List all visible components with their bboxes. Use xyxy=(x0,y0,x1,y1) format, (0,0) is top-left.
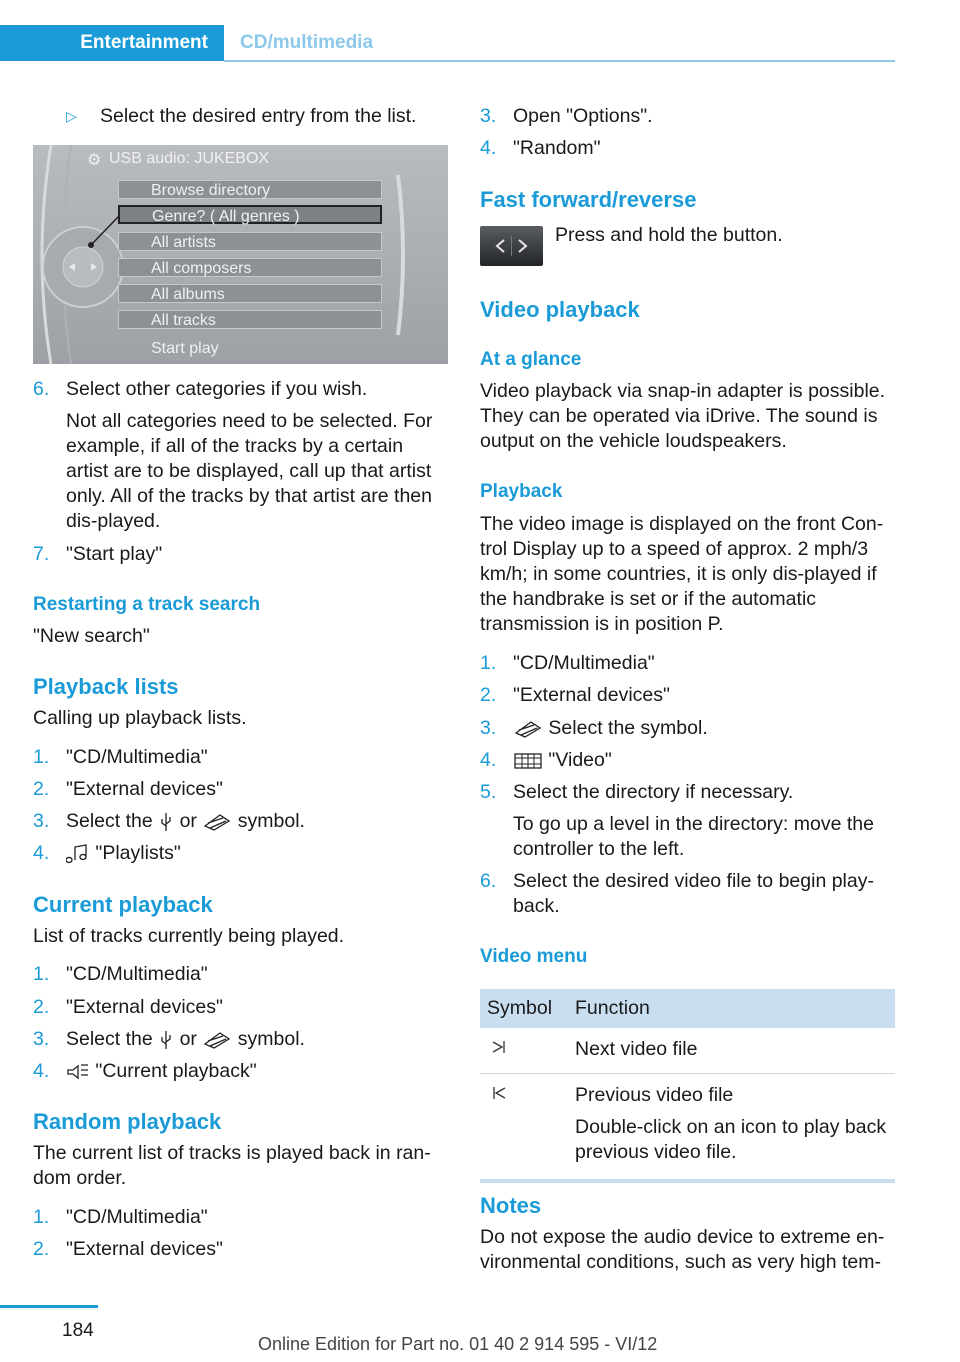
step-text xyxy=(513,748,612,773)
function-text: Previous video file xyxy=(575,1084,734,1106)
snap-in-adapter-icon xyxy=(513,719,543,739)
step-number: 7. xyxy=(33,543,50,565)
function-cell xyxy=(568,1074,895,1182)
step-text: "CD/Multimedia" xyxy=(513,652,655,674)
idrive-screenshot xyxy=(33,145,448,364)
or-text: or xyxy=(179,1028,197,1050)
step-text xyxy=(66,841,181,866)
symbol-text: symbol. xyxy=(237,1028,305,1050)
heading-playlists: Playback lists xyxy=(33,674,179,699)
step-number: 2. xyxy=(480,684,497,706)
playlist-note-icon xyxy=(66,844,90,864)
symbol-cell xyxy=(480,1028,568,1074)
step-text xyxy=(513,716,708,741)
step-number: 3. xyxy=(480,717,497,739)
step-number: 2. xyxy=(33,778,50,800)
step-number: 6. xyxy=(33,378,50,400)
step-number: 2. xyxy=(33,996,50,1018)
menu-item: All artists xyxy=(118,232,382,251)
video-label: "Video" xyxy=(548,749,612,771)
heading-random: Random playback xyxy=(33,1109,222,1134)
controller-graphic xyxy=(33,145,448,364)
footer-rule xyxy=(0,1305,98,1308)
edition-text: Online Edition for Part no. 01 40 2 914 595 - VI/12 xyxy=(258,1334,658,1354)
playlists-label: "Playlists" xyxy=(95,842,181,864)
menu-item: All composers xyxy=(118,258,382,277)
table-row xyxy=(480,1074,895,1182)
table-row xyxy=(480,1028,895,1074)
screen-title: USB audio: JUKEBOX xyxy=(109,150,270,167)
menu-item-selected: Genre? ( All genres ) xyxy=(118,205,382,224)
menu-item: All albums xyxy=(118,284,382,303)
step-number: 4. xyxy=(33,1060,50,1082)
select-symbol-text: Select the symbol. xyxy=(548,717,708,739)
restart-text: "New search" xyxy=(33,625,150,647)
step-number: 4. xyxy=(480,137,497,159)
step-number: 3. xyxy=(33,1028,50,1050)
step-note: To go up a level in the directory: move the controller to the left. xyxy=(513,813,874,860)
heading-fast-forward: Fast forward/reverse xyxy=(480,187,697,212)
playback-text: The video image is displayed on the front Con‐trol Display up to a speed of approx. 2 mph/3 km/h; in some countries, it is only dis‐played if the handbrake is set or if the automatic transmission is in position P. xyxy=(480,513,884,635)
heading-at-a-glance: At a glance xyxy=(480,349,582,370)
menu-item: All tracks xyxy=(118,310,382,329)
step-number: 1. xyxy=(33,1206,50,1228)
step-text: Select the desired video file to begin play‐back. xyxy=(513,870,874,917)
step-text: "CD/Multimedia" xyxy=(66,746,208,768)
snap-in-adapter-icon xyxy=(202,812,232,832)
step-number: 2. xyxy=(33,1238,50,1260)
symbol-cell xyxy=(480,1074,568,1182)
bullet-marker: ▷ xyxy=(66,108,77,124)
header-rule xyxy=(224,60,895,62)
step-text: Open "Options". xyxy=(513,105,653,127)
playlists-intro: Calling up playback lists. xyxy=(33,707,247,729)
step-text xyxy=(66,1027,305,1052)
heading-playback: Playback xyxy=(480,481,563,502)
heading-video-playback: Video playback xyxy=(480,297,640,322)
step-number: 4. xyxy=(33,842,50,864)
usb-icon xyxy=(158,812,174,832)
random-intro: The current list of tracks is played back in ran‐dom order. xyxy=(33,1142,431,1189)
heading-video-menu: Video menu xyxy=(480,946,588,967)
subsection-tab: CD/multimedia xyxy=(240,32,374,53)
video-menu-table xyxy=(480,989,895,1183)
seek-arrows-icon xyxy=(480,226,543,266)
step-text: "CD/Multimedia" xyxy=(66,1206,208,1228)
step-text: "External devices" xyxy=(66,996,223,1018)
table-header-row xyxy=(480,989,895,1028)
heading-notes: Notes xyxy=(480,1193,542,1218)
step-text: "External devices" xyxy=(66,778,223,800)
or-text: or xyxy=(179,810,197,832)
glance-text: Video playback via snap-in adapter is possible. They can be operated via iDrive. The sound is output on the vehicle loudspeakers. xyxy=(480,380,886,452)
heading-current: Current playback xyxy=(33,892,213,917)
col-function: Function xyxy=(568,989,895,1028)
screen-gear-icon: ⚙ xyxy=(87,152,102,169)
step-number: 4. xyxy=(480,749,497,771)
step-text: "Start play" xyxy=(66,543,163,565)
video-film-icon xyxy=(513,751,543,771)
menu-item: Start play xyxy=(151,340,219,357)
ff-text: Press and hold the button. xyxy=(555,224,783,246)
select-the-text: Select the xyxy=(66,810,153,832)
step-text: Select other categories if you wish. xyxy=(66,378,368,400)
col-symbol: Symbol xyxy=(480,989,568,1028)
step-number: 3. xyxy=(33,810,50,832)
step-number: 5. xyxy=(480,781,497,803)
current-playback-icon xyxy=(66,1062,90,1082)
symbol-text: symbol. xyxy=(237,810,305,832)
step-text xyxy=(66,1059,257,1084)
section-tab: Entertainment xyxy=(0,25,224,61)
step-number: 1. xyxy=(33,963,50,985)
snap-in-adapter-icon xyxy=(202,1030,232,1050)
step-text: "CD/Multimedia" xyxy=(66,963,208,985)
step-note: Not all categories need to be selected. For example, if all of the tracks by a certain artist are to be displayed, call up that artist only. All of the tracks by that artist are then dis‐played. xyxy=(66,410,433,532)
step-text xyxy=(66,809,305,834)
step-number: 3. xyxy=(480,105,497,127)
step-text: "Random" xyxy=(513,137,601,159)
step-number: 1. xyxy=(33,746,50,768)
previous-track-icon xyxy=(487,1083,511,1103)
bullet-text: Select the desired entry from the list. xyxy=(100,105,417,127)
page-number: 184 xyxy=(62,1320,94,1341)
select-the-text: Select the xyxy=(66,1028,153,1050)
heading-restart: Restarting a track search xyxy=(33,594,261,615)
function-cell: Next video file xyxy=(568,1028,895,1074)
current-intro: List of tracks currently being played. xyxy=(33,925,345,947)
seek-button-image xyxy=(480,226,543,266)
step-text: Select the directory if necessary. xyxy=(513,781,794,803)
function-note: Double-click on an icon to play back previous video file. xyxy=(575,1116,887,1163)
step-text: "External devices" xyxy=(66,1238,223,1260)
next-track-icon xyxy=(487,1037,511,1057)
current-playback-label: "Current playback" xyxy=(95,1060,257,1082)
step-number: 1. xyxy=(480,652,497,674)
step-number: 6. xyxy=(480,870,497,892)
notes-text: Do not expose the audio device to extreme en‐vironmental conditions, such as very high tem‐ xyxy=(480,1226,885,1273)
menu-item: Browse directory xyxy=(118,180,382,199)
step-text: "External devices" xyxy=(513,684,670,706)
usb-icon xyxy=(158,1030,174,1050)
